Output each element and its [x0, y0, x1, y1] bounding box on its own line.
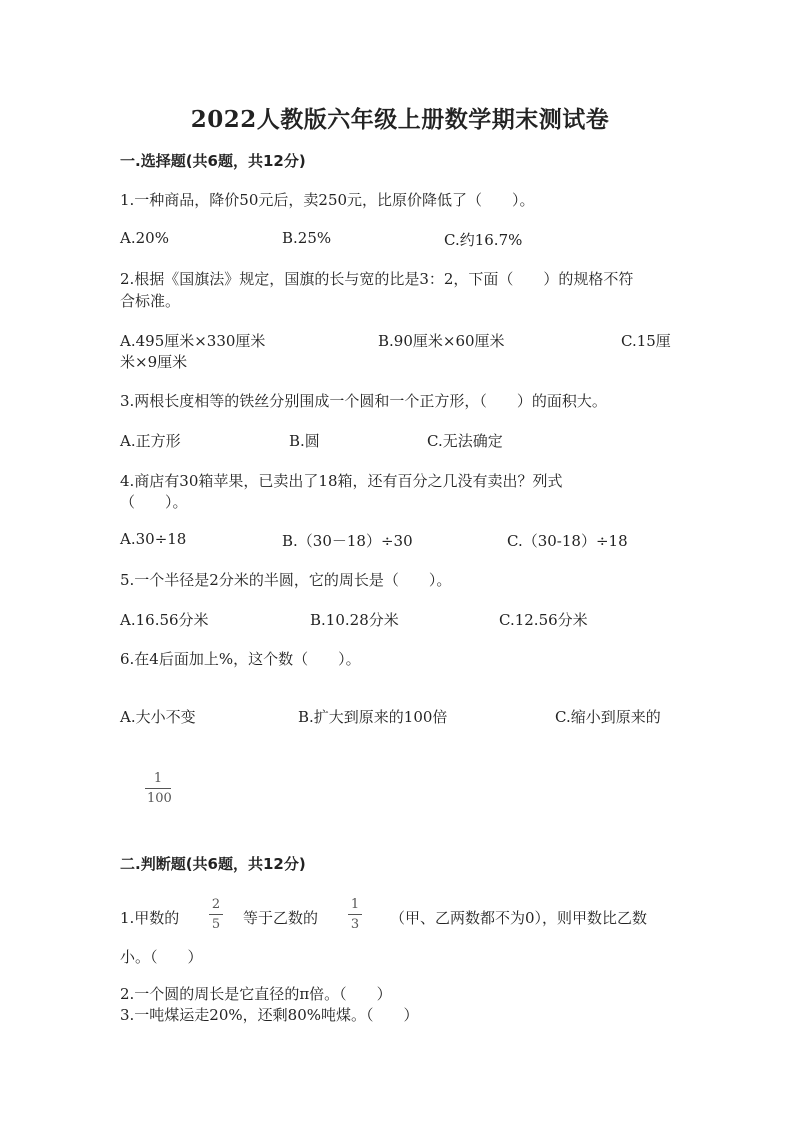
question-3-text: 3.两根长度相等的铁丝分别围成一个圆和一个正方形，（ ）的面积大。: [120, 392, 607, 410]
fraction-bar: [145, 788, 171, 789]
question-2-option-a: A.495厘米×330厘米: [120, 332, 266, 350]
section-heading-judgement: 二.判断题(共6题，共12分): [120, 855, 306, 873]
question-6-option-b: B.扩大到原来的100倍: [298, 708, 448, 726]
question-5-option-b: B.10.28分米: [310, 611, 399, 629]
fraction-denominator: 100: [147, 791, 172, 806]
judgement-1-fraction1: [209, 898, 223, 931]
judgement-2-text: 2.一个圆的周长是它直径的π倍。（ ）: [120, 985, 392, 1003]
question-1-option-b: B.25%: [282, 229, 332, 247]
question-5-text: 5.一个半径是2分米的半圆，它的周长是（ ）。: [120, 571, 452, 589]
question-2-option-b: B.90厘米×60厘米: [378, 332, 505, 350]
question-4-text-line1: 4.商店有30箱苹果，已卖出了18箱，还有百分之几没有卖出？列式: [120, 472, 563, 490]
fraction-denominator: 5: [211, 917, 221, 932]
question-4-option-c: C.（30-18）÷18: [507, 532, 628, 550]
fraction-bar: [209, 914, 223, 915]
fraction-numerator: 1: [350, 897, 360, 912]
question-6-option-c: C.缩小到原来的: [555, 708, 661, 726]
judgement-1-line2: 小。（ ）: [120, 948, 203, 966]
judgement-1-part2: 等于乙数的: [243, 909, 319, 927]
question-5-option-c: C.12.56分米: [499, 611, 588, 629]
question-3-option-b: B.圆: [289, 432, 320, 450]
fraction-bar: [348, 914, 362, 915]
question-5-option-a: A.16.56分米: [120, 611, 209, 629]
fraction-numerator: 2: [211, 897, 221, 912]
question-4-option-a: A.30÷18: [120, 530, 187, 548]
fraction-numerator: 1: [153, 771, 163, 786]
question-4-text-line2: （ ）。: [120, 493, 188, 511]
judgement-1-part3: （甲、乙两数都不为0），则甲数比乙数: [390, 909, 648, 927]
question-6-fraction: [145, 772, 171, 805]
question-2-text-line1: 2.根据《国旗法》规定，国旗的长与宽的比是3：2，下面（ ）的规格不符: [120, 270, 634, 288]
fraction-denominator: 3: [350, 917, 360, 932]
judgement-1-part1: 1.甲数的: [120, 909, 180, 927]
question-3-option-c: C.无法确定: [427, 432, 503, 450]
question-2-text-line2: 合标准。: [120, 292, 181, 310]
question-1-text: 1.一种商品，降价50元后，卖250元，比原价降低了（ ）。: [120, 191, 535, 209]
question-2-option-c: C.15厘: [621, 332, 671, 350]
question-6-option-a: A.大小不变: [120, 708, 196, 726]
question-3-option-a: A.正方形: [120, 432, 181, 450]
question-1-option-c: C.约16.7%: [444, 231, 523, 249]
question-2-option-c-continued: 米×9厘米: [120, 353, 188, 371]
judgement-1-fraction2: [348, 898, 362, 931]
question-4-option-b: B.（30－18）÷30: [282, 532, 413, 550]
page-title: 2022人教版六年级上册数学期末测试卷: [190, 106, 610, 133]
question-6-text: 6.在4后面加上%，这个数（ ）。: [120, 650, 361, 668]
question-1-option-a: A.20%: [120, 229, 169, 247]
judgement-3-text: 3.一吨煤运走20%，还剩80%吨煤。（ ）: [120, 1006, 419, 1024]
section-heading-choice: 一.选择题(共6题，共12分): [120, 152, 306, 170]
